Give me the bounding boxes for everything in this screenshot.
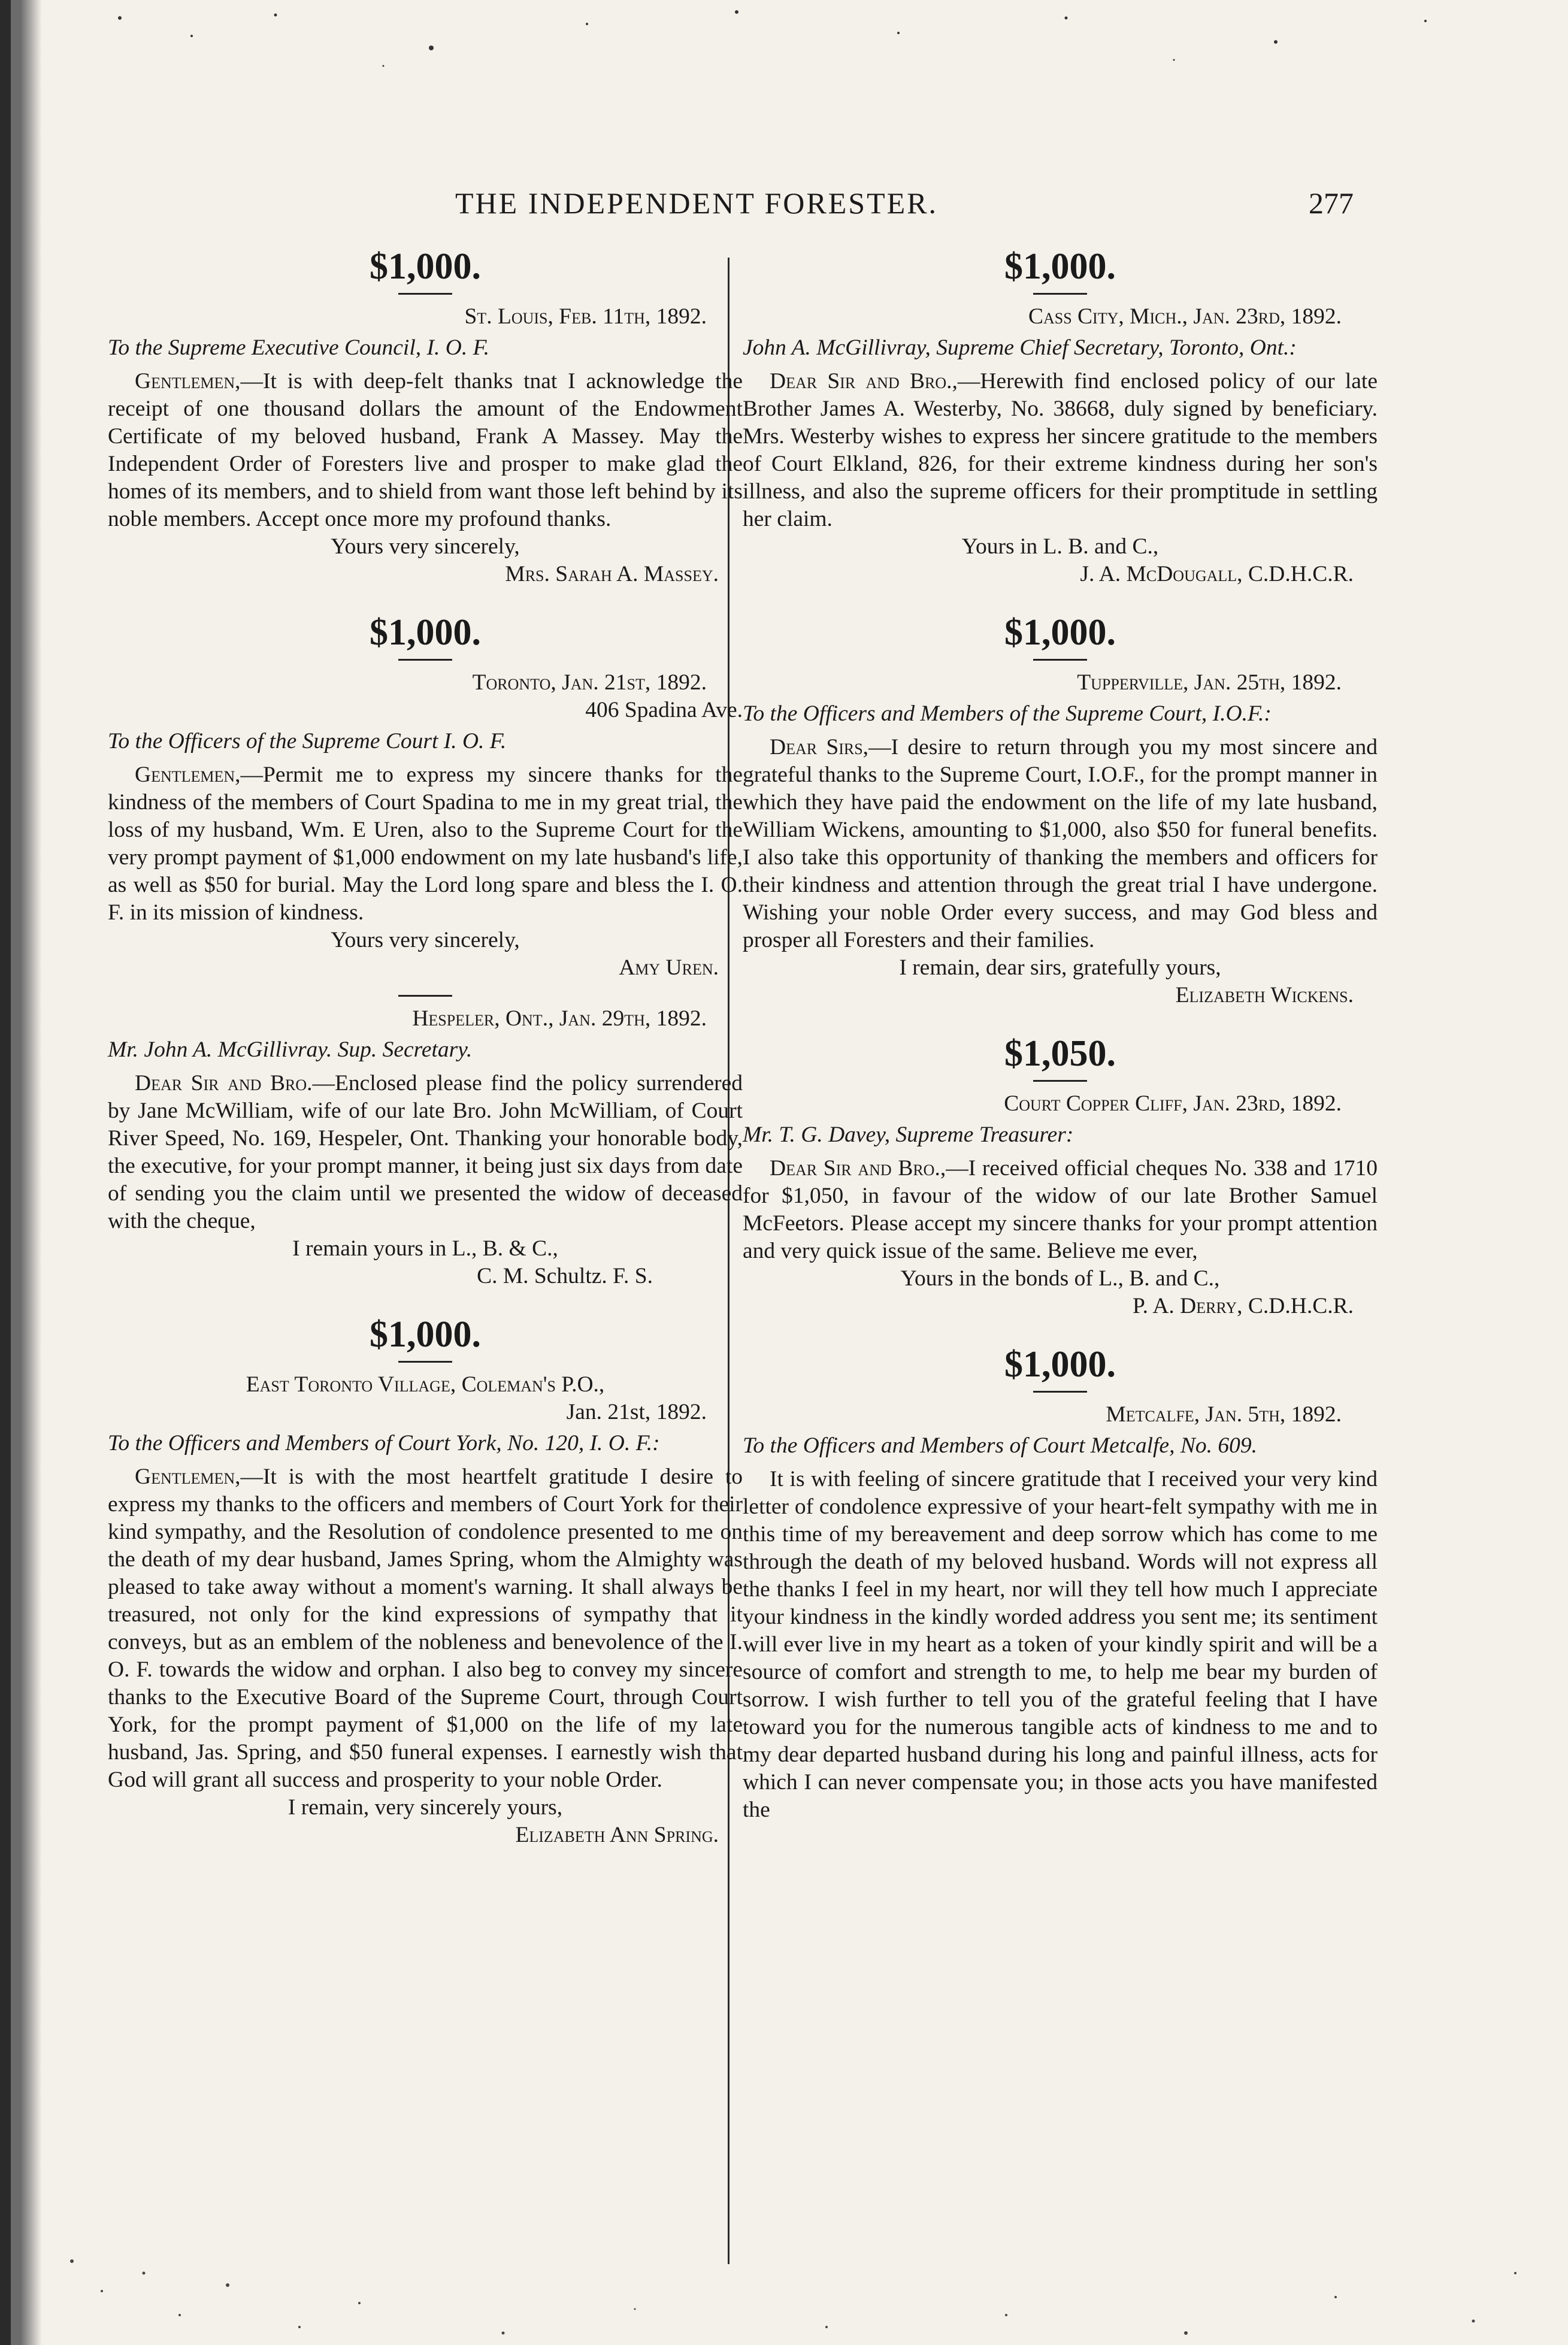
heading-rule	[398, 659, 452, 661]
print-speckle-bottom	[48, 2237, 1545, 2345]
closing: I remain yours in L., B. & C.,	[292, 1236, 558, 1261]
salutation: John A. McGillivray, Supreme Chief Secretary, Toronto, Ont.:	[743, 335, 1297, 360]
salutation: To the Officers and Members of Court York, No. 120, I. O. F.:	[108, 1431, 660, 1456]
signature: P. A. Derry, C.D.H.C.R.	[1132, 1294, 1354, 1318]
salutation: Mr. John A. McGillivray. Sup. Secretary.	[108, 1037, 473, 1062]
dateline: Cass City, Mich., Jan. 23rd, 1892.	[1028, 304, 1342, 329]
heading-rule	[398, 293, 452, 295]
letter-body: Gentlemen,—It is with the most heartfelt gratitude I desire to express my thanks to the officers and members of Court York for their kind sympathy, and the Resolution of condolence presented to me on the death of my dear husband, James Spring, whom the Almighty was pleased to take away without a moment's warning. It shall always be treasured, not only for the kind expressions of sympathy that it conveys, but as an emblem of the nobleness and benevolence of the I. O. F. towards the widow and orphan. I also beg to convey my sincere thanks to the Executive Board of the Supreme Court, through Court York, for the prompt payment of $1,000 on the life of my late husband, Jas. Spring, and $50 funeral expenses. I earnestly wish that God will grant all success and prosperity to your noble Order.	[108, 1465, 743, 1792]
journal-title: THE INDEPENDENT FORESTER.	[455, 186, 939, 220]
closing: Yours in L. B. and C.,	[961, 534, 1159, 559]
dateline: Tupperville, Jan. 25th, 1892.	[1077, 670, 1342, 695]
heading-rule	[1033, 1391, 1087, 1393]
closing: I remain, dear sirs, gratefully yours,	[899, 955, 1221, 980]
salutation: To the Officers of the Supreme Court I. O. F.	[108, 729, 507, 754]
dateline: St. Louis, Feb. 11th, 1892.	[464, 304, 707, 329]
salutation: To the Supreme Executive Council, I. O. F.	[108, 335, 490, 360]
amount-heading: $1,000.	[1004, 1344, 1116, 1385]
dateline-date: Jan. 21st, 1892.	[566, 1400, 707, 1424]
dateline: Hespeler, Ont., Jan. 29th, 1892.	[412, 1006, 707, 1031]
signature: Amy Uren.	[619, 955, 719, 980]
dateline: Toronto, Jan. 21st, 1892.	[472, 670, 707, 695]
closing: I remain, very sincerely yours,	[287, 1795, 563, 1820]
amount-heading: $1,000.	[370, 246, 481, 287]
salutation: Mr. T. G. Davey, Supreme Treasurer:	[743, 1122, 1074, 1147]
letter-derry	[743, 1032, 1378, 1320]
letter-metcalfe	[743, 1343, 1378, 1824]
amount-heading: $1,000.	[1004, 246, 1116, 287]
signature: Elizabeth Ann Spring.	[515, 1823, 719, 1847]
letter-uren	[108, 611, 743, 982]
letter-schultz	[108, 1005, 743, 1290]
signature: J. A. McDougall, C.D.H.C.R.	[1080, 562, 1354, 586]
heading-rule	[1033, 293, 1087, 295]
closing: Yours in the bonds of L., B. and C.,	[900, 1266, 1220, 1291]
letter-body: Gentlemen,—Permit me to express my sincere thanks for the kindness of the members of Court Spadina to me in my great trial, the loss of my husband, Wm. E Uren, also to the Supreme Court for the very prompt payment of $1,000 endowment on my late husband's life, as well as $50 for burial. May the Lord long spare and bless the I. O. F. in its mission of kindness.	[108, 762, 743, 925]
right-column	[743, 237, 1378, 1824]
left-column	[108, 237, 743, 1849]
dateline: Metcalfe, Jan. 5th, 1892.	[1106, 1402, 1342, 1427]
heading-rule	[1033, 659, 1087, 661]
closing: Yours very sincerely,	[331, 534, 520, 559]
dateline: Court Copper Cliff, Jan. 23rd, 1892.	[1004, 1091, 1342, 1116]
letter-spring	[108, 1313, 743, 1849]
letter-massey	[108, 245, 743, 588]
dateline: East Toronto Village, Coleman's P.O.,	[246, 1372, 605, 1397]
heading-rule	[1033, 1080, 1087, 1082]
letter-body: Dear Sir and Bro.—Enclosed please find the policy surrendered by Jane McWilliam, wife of our late Bro. John McWilliam, of Court River Speed, No. 169, Hespeler, Ont. Thanking your honorable body, the executive, for your prompt manner, it being just six days from date of sending you the claim until we presented the widow of deceased with the cheque,	[108, 1071, 743, 1233]
letter-body: Dear Sirs,—I desire to return through you my most sincere and grateful thanks to the Supreme Court, I.O.F., for the prompt manner in which they have paid the endowment on the life of my late husband, William Wickens, amounting to $1,000, also $50 for funeral benefits. I also take this opportunity of thanking the members and officers for their kindness and attention through the great trial I have undergone. Wishing your noble Order every success, and may God bless and prosper all Foresters and their families.	[743, 735, 1378, 952]
amount-heading: $1,000.	[1004, 612, 1116, 653]
page-number: 277	[1309, 186, 1354, 220]
letter-body: It is with feeling of sincere gratitude that I received your very kind letter of condolence expressive of your heart-felt sympathy with me in this time of my bereavement and deep sorrow which has come to me through the death of my beloved husband. Words will not express all the thanks I feel in my heart, nor will they tell how much I appreciate your kindness in the kindly worded address you sent me; its sentiment will ever live in my heart as a token of your kindly spirit and will be a source of comfort and strength to me, to help me bear my burden of sorrow. I wish further to tell you of the grateful feeling that I have toward you for the numerous tangible acts of kindness to me and to my dear departed husband during his long and painful illness, acts for which I can never compensate you; in those acts you have manifested the	[743, 1467, 1378, 1822]
letter-wickens	[743, 611, 1378, 1009]
heading-rule	[398, 1361, 452, 1363]
signature: Elizabeth Wickens.	[1175, 983, 1354, 1007]
page-binding-edge	[0, 0, 42, 2345]
signature: Mrs. Sarah A. Massey.	[505, 562, 719, 586]
amount-heading: $1,050.	[1004, 1033, 1116, 1074]
letter-westerby	[743, 245, 1378, 588]
letter-body: Dear Sir and Bro.,—I received official cheques No. 338 and 1710 for $1,050, in favour of the widow of our late Brother Samuel McFeetors. Please accept my sincere thanks for your prompt attention and very quick issue of the same. Believe me ever,	[743, 1156, 1378, 1263]
signature: C. M. Schultz. F. S.	[477, 1264, 653, 1288]
section-rule	[398, 995, 452, 997]
closing: Yours very sincerely,	[331, 928, 520, 952]
salutation: To the Officers and Members of the Supreme Court, I.O.F.:	[743, 701, 1272, 726]
amount-heading: $1,000.	[370, 612, 481, 653]
address-line: 406 Spadina Ave.	[585, 698, 743, 722]
letter-body: Gentlemen,—It is with deep-felt thanks tnat I acknowledge the receipt of one thousand dollars the amount of the Endowment Certificate of my beloved husband, Frank A Massey. May the Independent Order of Foresters live and prosper to make glad the homes of its members, and to shield from want those left behind by its noble members. Accept once more my profound thanks.	[108, 369, 743, 531]
amount-heading: $1,000.	[370, 1314, 481, 1355]
salutation: To the Officers and Members of Court Metcalfe, No. 609.	[743, 1433, 1257, 1458]
running-header	[108, 186, 1354, 228]
letter-body: Dear Sir and Bro.,—Herewith find enclosed policy of our late Brother James A. Westerby, No. 38668, duly signed by beneficiary. Mrs. Westerby wishes to express her sincere gratitude to the members of Court Elkland, 826, for their extreme kindness during her son's illness, and also the supreme officers for their promptitude in settling her claim.	[743, 369, 1378, 531]
print-speckle-top	[48, 0, 1545, 84]
